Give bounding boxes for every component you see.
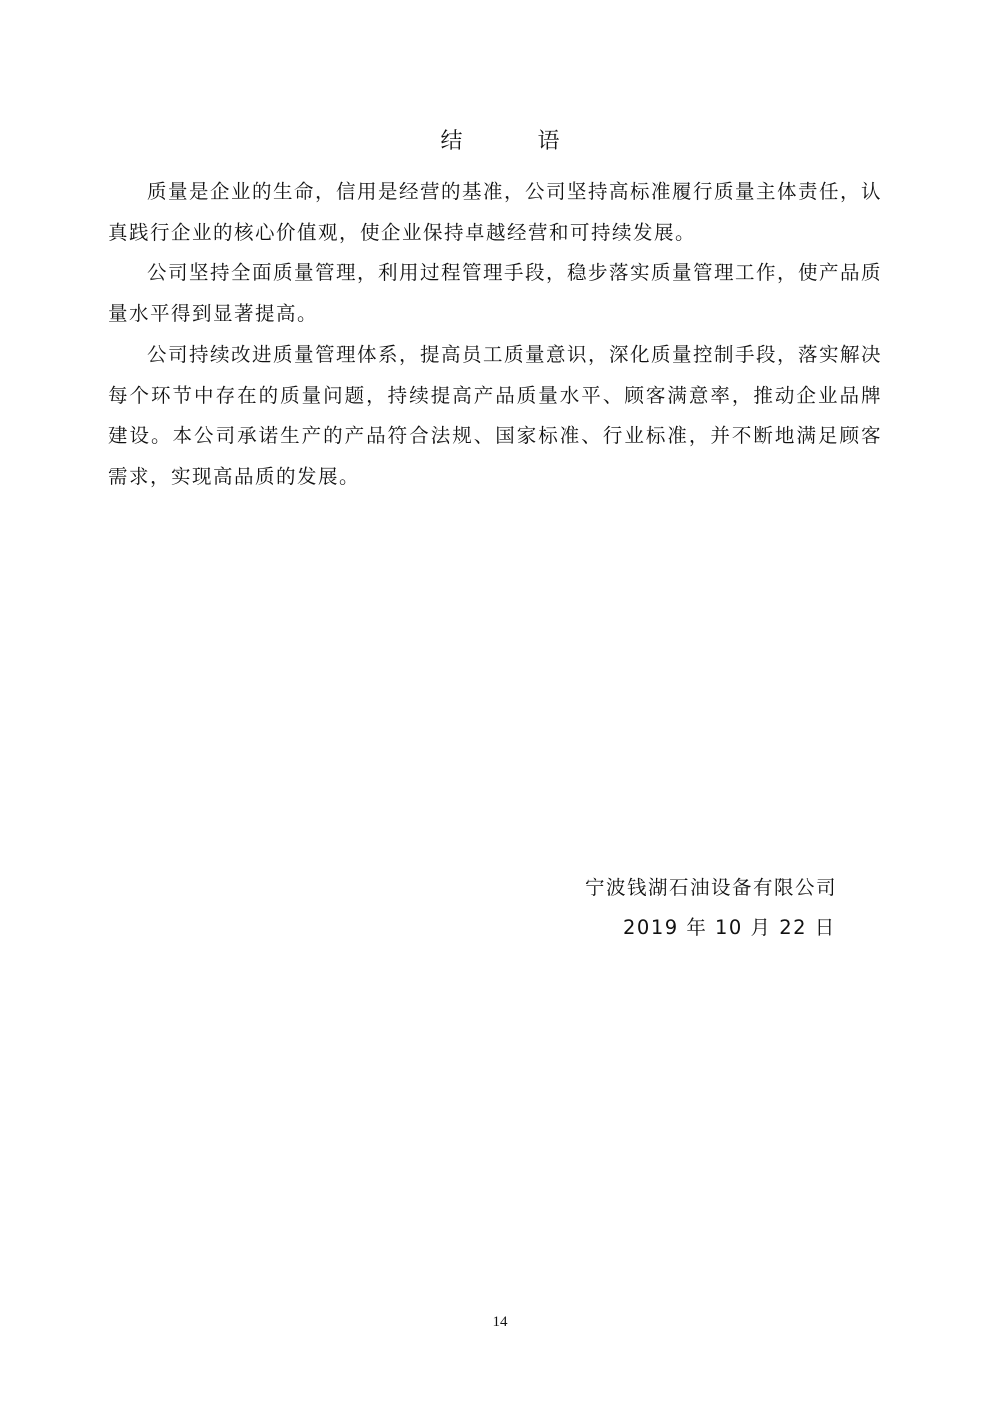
signature-date: 2019 年 10 月 22 日 — [623, 916, 836, 939]
paragraph-1: 质量是企业的生命，信用是经营的基准，公司坚持高标准履行质量主体责任，认真践行企业的核心价值观，使企业保持卓越经营和可持续发展。 — [108, 180, 883, 244]
page-number: 14 — [492, 1314, 508, 1330]
paragraph-2: 公司坚持全面质量管理，利用过程管理手段，稳步落实质量管理工作，使产品质量水平得到显著提高。 — [108, 261, 883, 326]
page-title: 结 语 — [440, 129, 594, 154]
paragraph-3: 公司持续改进质量管理体系，提高员工质量意识，深化质量控制手段，落实解决每个环节中存在的质量问题，持续提高产品质量水平、顾客满意率，推动企业品牌建设。本公司承诺生产的产品符合法规、国家标准、行业标准，并不断地满足顾客需求，实现高品质的发展。 — [108, 342, 883, 488]
body-text — [108, 172, 882, 498]
company-name: 宁波钱湖石油设备有限公司 — [585, 876, 838, 899]
signature-block — [585, 868, 875, 948]
